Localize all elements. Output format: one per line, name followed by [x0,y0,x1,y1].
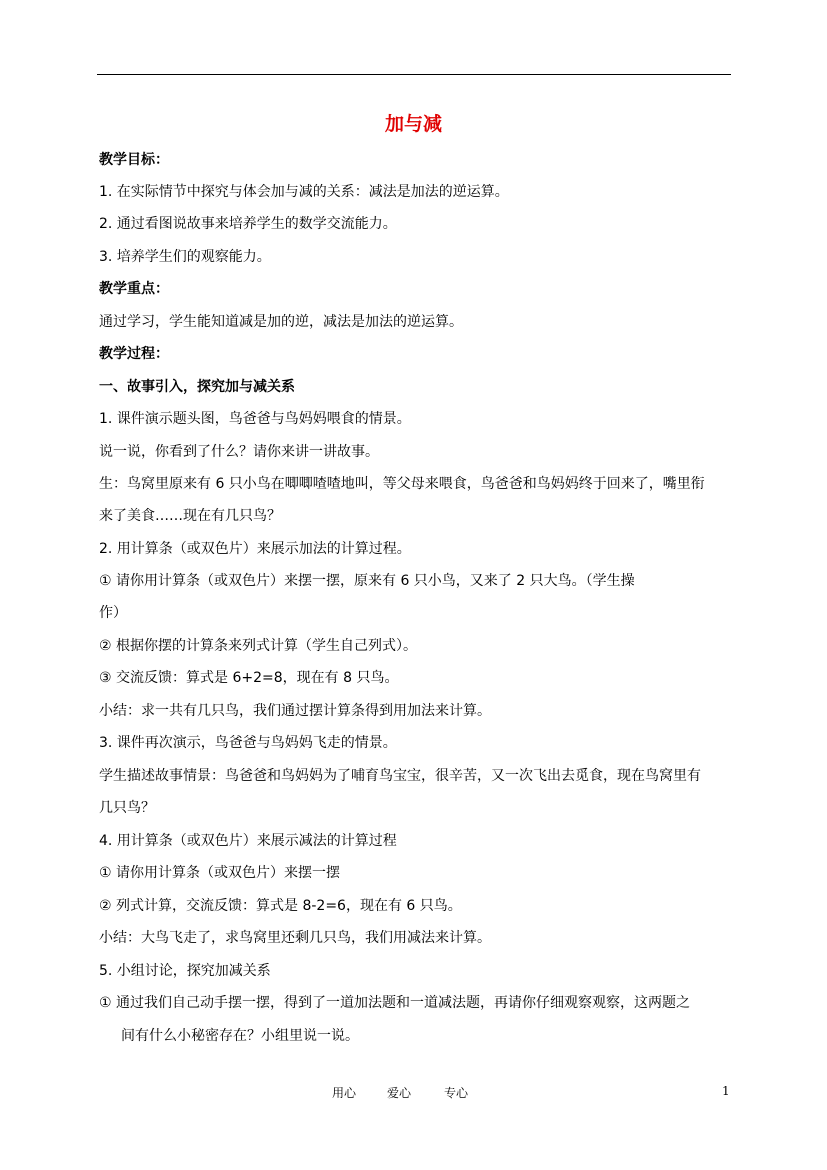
paragraph: 说一说，你看到了什么？请你来讲一讲故事。 [99,444,379,460]
paragraph: 间有什么小秘密存在？小组里说一说。 [121,1028,359,1044]
paragraph: 通过学习，学生能知道减是加的逆，减法是加法的逆运算。 [99,314,463,330]
paragraph: 作） [99,605,127,621]
section-heading: 一、故事引入，探究加与减关系 [99,379,295,395]
paragraph: 小结：求一共有几只鸟，我们通过摆计算条得到用加法来计算。 [99,703,491,719]
footer-item: 用心 [332,1086,357,1100]
paragraph: 3. 课件再次演示，鸟爸爸与鸟妈妈飞走的情景。 [99,735,397,751]
paragraph: 2. 通过看图说故事来培养学生的数学交流能力。 [99,216,397,232]
paragraph: ① 请你用计算条（或双色片）来摆一摆 [99,865,340,881]
paragraph: 5. 小组讨论，探究加减关系 [99,963,271,979]
paragraph: ③ 交流反馈：算式是 6+2=8，现在有 8 只鸟。 [99,670,399,686]
paragraph: ① 通过我们自己动手摆一摆，得到了一道加法题和一道减法题，再请你仔细观察观察，这两题之 [99,995,690,1011]
paragraph: ② 根据你摆的计算条来列式计算（学生自己列式）。 [99,638,417,654]
footer-item: 爱心 [387,1086,412,1100]
paragraph: ② 列式计算，交流反馈：算式是 8-2=6，现在有 6 只鸟。 [99,898,462,914]
heading-objectives: 教学目标： [99,152,169,168]
page-number: 1 [722,1084,730,1098]
paragraph: 学生描述故事情景：鸟爸爸和鸟妈妈为了哺育鸟宝宝，很辛苦，又一次飞出去觅食，现在鸟窝里有 [99,768,701,784]
document-title: 加与减 [384,113,442,135]
paragraph: 生：鸟窝里原来有 6 只小鸟在唧唧喳喳地叫，等父母来喂食，鸟爸爸和鸟妈妈终于回来了，嘴里衔 [99,476,705,492]
paragraph: 4. 用计算条（或双色片）来展示减法的计算过程 [99,833,397,849]
paragraph: 1. 课件演示题头图，鸟爸爸与鸟妈妈喂食的情景。 [99,411,411,427]
paragraph: 来了美食……现在有几只鸟？ [99,508,281,524]
heading-key-points: 教学重点： [99,281,169,297]
paragraph: 几只鸟？ [99,800,155,816]
paragraph: 2. 用计算条（或双色片）来展示加法的计算过程。 [99,541,411,557]
header-rule [97,74,731,75]
paragraph: 3. 培养学生们的观察能力。 [99,249,271,265]
paragraph: 1. 在实际情节中探究与体会加与减的关系：减法是加法的逆运算。 [99,184,509,200]
footer-item: 专心 [444,1086,469,1100]
paragraph: 小结：大鸟飞走了，求鸟窝里还剩几只鸟，我们用减法来计算。 [99,930,491,946]
paragraph: ① 请你用计算条（或双色片）来摆一摆，原来有 6 只小鸟，又来了 2 只大鸟。（学生操 [99,573,635,589]
heading-process: 教学过程： [99,346,169,362]
